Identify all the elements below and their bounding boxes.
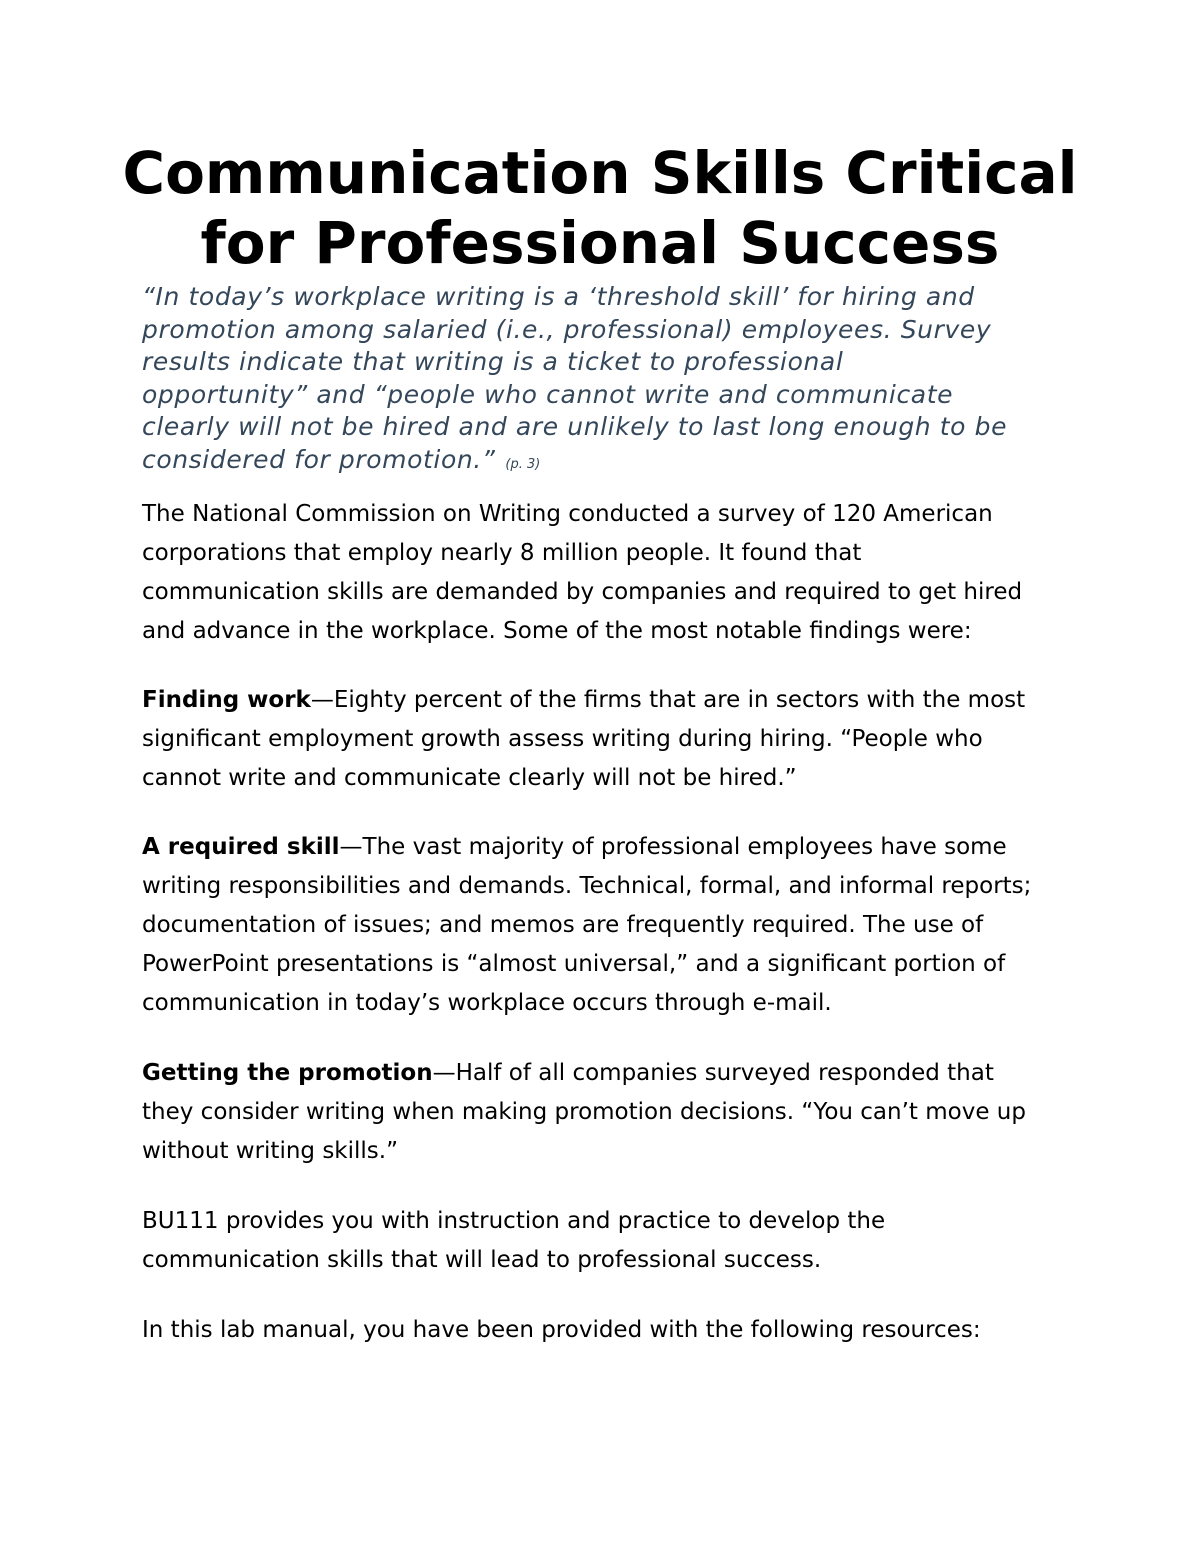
finding-line: cannot write and communicate clearly will not be hired.”: [142, 765, 797, 791]
finding-line: they consider writing when making promotion decisions. “You can’t move up: [142, 1099, 1026, 1125]
intro-line: The National Commission on Writing conducted a survey of 120 American: [142, 501, 993, 527]
finding-text: —Eighty percent of the firms that are in sectors with the most: [310, 687, 1026, 713]
title-line: Communication Skills Critical: [122, 139, 1078, 207]
quote-line: results indicate that writing is a ticket to professional: [142, 347, 844, 376]
finding-line: [142, 681, 1062, 720]
intro-line: communication skills are demanded by companies and required to get hired: [142, 579, 1023, 605]
finding-paragraph-promotion: [142, 1054, 1062, 1171]
finding-heading: Getting the promotion: [142, 1060, 433, 1086]
finding-line: writing responsibilities and demands. Technical, formal, and informal reports;: [142, 873, 1032, 899]
finding-line: [142, 1054, 1062, 1093]
finding-line: without writing skills.”: [142, 1138, 399, 1164]
quote-line: opportunity” and “people who cannot write and communicate: [142, 379, 954, 409]
intro-paragraph: [142, 495, 1062, 651]
closing-line: In this lab manual, you have been provided with the following resources:: [142, 1317, 981, 1343]
quote-last-line: [142, 444, 1062, 482]
quote-citation: (p. 3): [505, 456, 541, 472]
intro-line: corporations that employ nearly 8 million people. It found that: [142, 540, 862, 566]
finding-line: PowerPoint presentations is “almost universal,” and a significant portion of: [142, 951, 1006, 977]
finding-text: —The vast majority of professional employees have some: [339, 834, 1007, 860]
finding-text: —Half of all companies surveyed responded that: [432, 1060, 994, 1086]
finding-line: significant employment growth assess writing during hiring. “People who: [142, 726, 983, 752]
pull-quote: [142, 281, 1062, 481]
closing-paragraph: [142, 1311, 1062, 1350]
course-line: communication skills that will lead to professional success.: [142, 1247, 822, 1273]
intro-line: and advance in the workplace. Some of the most notable findings were:: [142, 618, 972, 644]
quote-line: “In today’s workplace writing is a ‘threshold skill’ for hiring and: [142, 282, 975, 311]
finding-heading: A required skill: [142, 834, 340, 860]
course-paragraph: [142, 1202, 1062, 1280]
quote-line: considered for promotion.”: [142, 444, 496, 474]
quote-line: promotion among salaried (i.e., professional) employees. Survey: [142, 314, 992, 344]
finding-line: communication in today’s workplace occurs through e-mail.: [142, 990, 832, 1016]
quote-line: clearly will not be hired and are unlikely to last long enough to be: [142, 412, 1008, 441]
finding-paragraph-finding-work: [142, 681, 1062, 798]
course-line: BU111 provides you with instruction and practice to develop the: [142, 1208, 886, 1234]
finding-line: [142, 828, 1062, 867]
finding-heading: Finding work: [142, 687, 311, 713]
page-title: [100, 138, 1100, 278]
title-line: for Professional Success: [200, 209, 1000, 277]
finding-line: documentation of issues; and memos are frequently required. The use of: [142, 912, 984, 938]
finding-paragraph-required-skill: [142, 828, 1062, 1023]
